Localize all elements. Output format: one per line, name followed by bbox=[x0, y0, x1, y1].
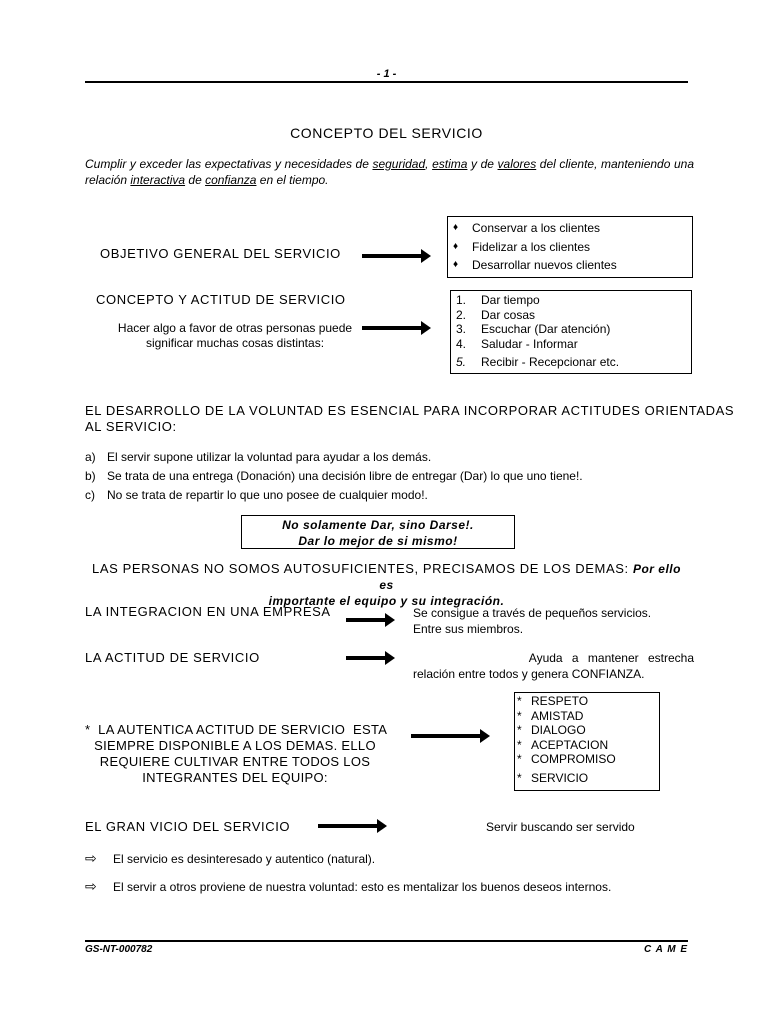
arrow-right-icon bbox=[318, 824, 384, 828]
concepto-description: Hacer algo a favor de otras personas puede significar muchas cosas distintas: bbox=[117, 321, 353, 350]
list-item: 1. Dar tiempo bbox=[456, 293, 540, 307]
list-item: * DIALOGO bbox=[517, 723, 586, 737]
valores-list-box bbox=[514, 692, 660, 791]
vicio-text: Servir buscando ser servido bbox=[486, 820, 635, 834]
footer-document-code: GS-NT-000782 bbox=[85, 944, 153, 955]
list-item: 5. Recibir - Recepcionar etc. bbox=[456, 355, 620, 369]
autentica-statement: * LA AUTENTICA ACTITUD DE SERVICIO ESTA SIEMPRE DISPONIBLE A LOS DEMAS. ELLO REQUIERE CULTIVAR ENTRE TODOS LOS INTEGRANTES DEL EQUIPO: bbox=[85, 722, 388, 785]
double-arrow-icon: ⇨ bbox=[85, 850, 97, 866]
integracion-text: Se consigue a través de pequeños servicios. Entre sus miembros. bbox=[413, 606, 652, 636]
arrow-right-icon bbox=[346, 618, 392, 622]
footer-company: C A M E bbox=[643, 944, 688, 955]
arrow-right-icon bbox=[362, 254, 428, 258]
actitud-text: Ayuda a mantener estrecha relación entre todos y genera CONFIANZA. bbox=[413, 651, 694, 681]
page-title: CONCEPTO DEL SERVICIO bbox=[290, 125, 483, 141]
conclusion-item: ⇨ El servicio es desinteresado y autentico (natural). bbox=[85, 850, 376, 866]
arrow-right-icon bbox=[346, 656, 392, 660]
objetivo-heading: OBJETIVO GENERAL DEL SERVICIO bbox=[100, 246, 341, 261]
double-arrow-icon: ⇨ bbox=[85, 878, 97, 894]
actitud-label: LA ACTITUD DE SERVICIO bbox=[85, 650, 260, 665]
list-item: * SERVICIO bbox=[517, 770, 589, 785]
footer-rule bbox=[85, 940, 688, 942]
list-item: ♦ Conservar a los clientes bbox=[448, 219, 692, 238]
arrow-right-icon bbox=[362, 326, 428, 330]
list-item: ♦ Desarrollar nuevos clientes bbox=[448, 256, 692, 275]
list-item: 3. Escuchar (Dar atención) bbox=[456, 322, 611, 336]
header-rule bbox=[85, 81, 688, 83]
desarrollo-heading: EL DESARROLLO DE LA VOLUNTAD ES ESENCIAL PARA INCORPORAR ACTITUDES ORIENTADAS AL SERVICIO: bbox=[85, 403, 735, 434]
vicio-label: EL GRAN VICIO DEL SERVICIO bbox=[85, 819, 291, 834]
arrow-right-icon bbox=[411, 734, 487, 738]
highlight-box: No solamente Dar, sino Darse!. Dar lo mejor de si mismo! bbox=[241, 515, 515, 549]
objetivo-list-box bbox=[447, 216, 693, 278]
diamond-bullet-icon: ♦ bbox=[453, 259, 459, 270]
list-item: 4. Saludar - Informar bbox=[456, 336, 578, 351]
list-item: c) No se trata de repartir lo que uno posee de cualquier modo!. bbox=[85, 488, 428, 502]
list-item: b) Se trata de una entrega (Donación) una decisión libre de entregar (Dar) lo que uno tiene!. bbox=[85, 469, 583, 483]
list-item: * AMISTAD bbox=[517, 708, 584, 723]
concepto-list-box bbox=[450, 290, 692, 374]
integracion-label: LA INTEGRACION EN UNA EMPRESA bbox=[85, 604, 331, 619]
list-item: a) El servir supone utilizar la voluntad para ayudar a los demás. bbox=[85, 450, 432, 464]
concepto-heading: CONCEPTO Y ACTITUD DE SERVICIO bbox=[96, 292, 346, 307]
list-item: * RESPETO bbox=[517, 694, 589, 708]
list-item: * COMPROMISO bbox=[517, 752, 616, 766]
page-number: - 1 - bbox=[376, 68, 397, 80]
intro-paragraph: Cumplir y exceder las expectativas y necesidades de seguridad, estima y de valores del cliente, manteniendo una relación interactiva de confianza en el tiempo. bbox=[85, 157, 694, 187]
list-item: 2. Dar cosas bbox=[456, 307, 536, 322]
desarrollo-list bbox=[85, 448, 694, 505]
diamond-bullet-icon: ♦ bbox=[453, 222, 459, 233]
list-item: * ACEPTACION bbox=[517, 737, 609, 752]
list-item: ♦ Fidelizar a los clientes bbox=[448, 238, 692, 257]
personas-statement: LAS PERSONAS NO SOMOS AUTOSUFICIENTES, PRECISAMOS DE LOS DEMAS: Por ello es importante el equipo y su integración. bbox=[92, 561, 681, 608]
diamond-bullet-icon: ♦ bbox=[453, 240, 459, 252]
conclusion-item: ⇨ El servir a otros proviene de nuestra voluntad: esto es mentalizar los buenos deseos internos. bbox=[85, 878, 612, 894]
